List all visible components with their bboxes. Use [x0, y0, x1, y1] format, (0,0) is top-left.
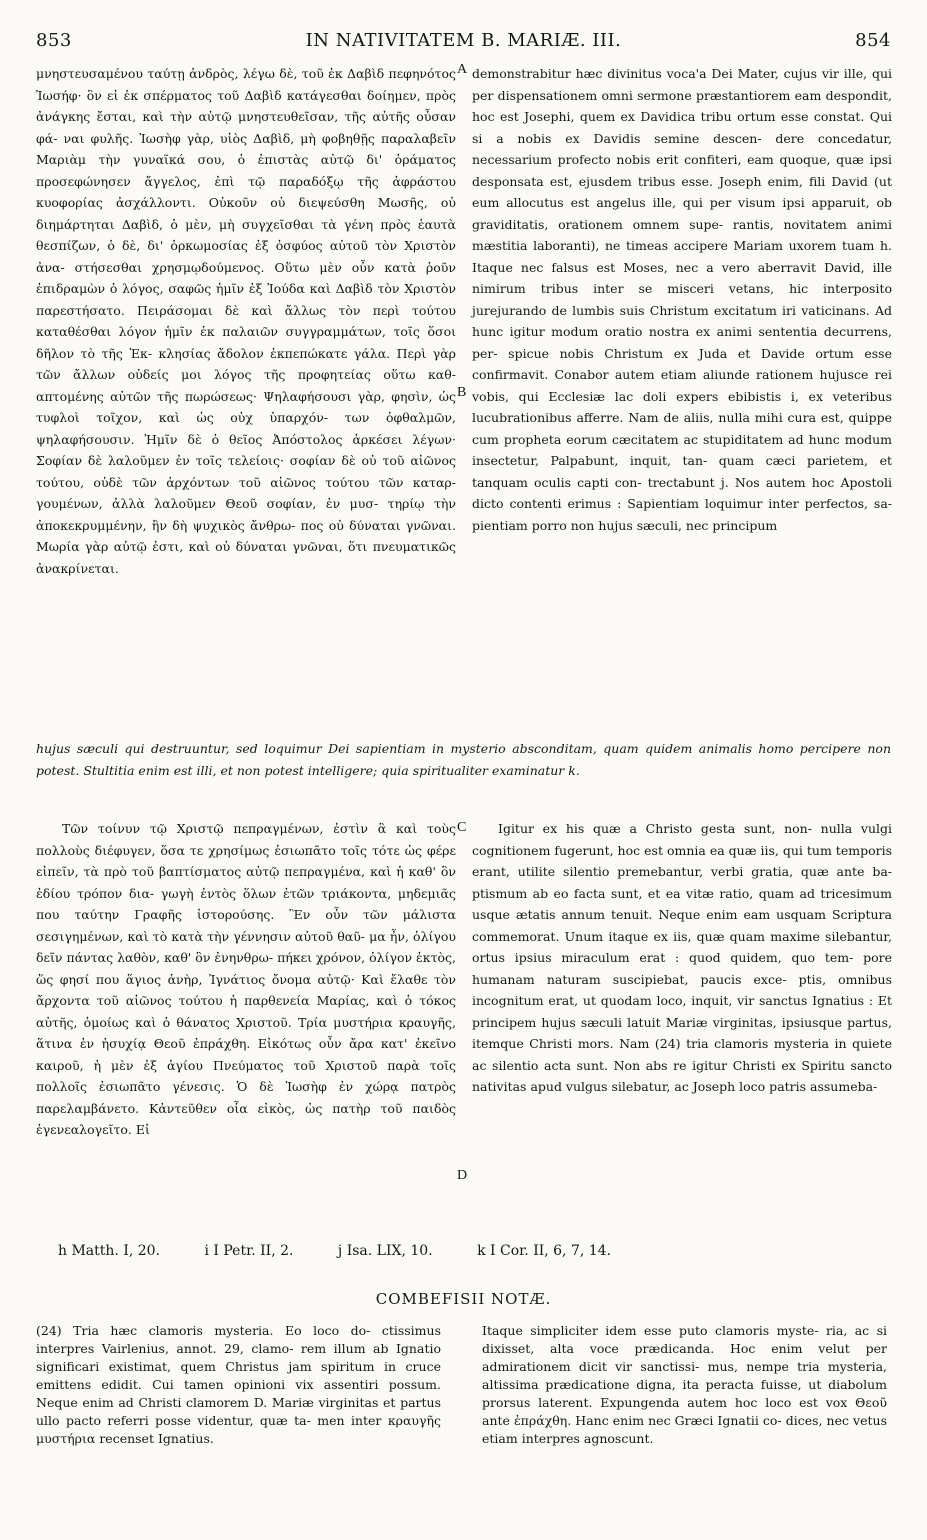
latin-paragraph-2: Igitur ex his quæ a Christo gesta sunt, non- nulla vulgi cognitionem fugerunt, hoc est omnia ea quæ iis, qui tum temporis erant, utilite silentio premebantur, verbi gratia, quæ ante ba- ptismum ab eo facta sunt, et ea vitæ ratio, quam ad tricesimum usque ætatis annum tenuit. Neque enim eam usquam Scriptura commemorat. Unum itaque ex iis, quæ quam maxime silebantur, ortus ipsius miraculum erat : quod quidem, quo tem- pore humanam naturam suscipiebat, paucis exce- ptis, omnibus incognitum erat, ut quodam loco, inquit, vir sanctus Ignatius : Et principem hujus sæculi latuit Mariæ virginitas, ipsiusque partus, itemque Christi mors. Nam (24) tria clamoris mysteria in quiete ac silentio acta sunt. Non abs re igitur Christi ex Spiritu sancto nativitas apud vulgus silebatur, ac Joseph loco patris assumeba-	[472, 821, 892, 1094]
section-marker-a: A	[457, 62, 468, 77]
latin-text-lower	[472, 818, 892, 1223]
latin-paragraph-1: demonstrabitur hæc divinitus voca'a Dei Mater, cujus vir ille, qui per dispensationem omni sermone præstantiorem eam despondit, hoc est Josephi, quem ex Davidica tribu ortum esse constat. Qui si a nobis ex Davidis semine descen- dere concedatur, necessarium profecto nobis erit confiteri, eam quoque, quæ ipsi desponsata est, ejusdem tribus esse. Joseph enim, fili David (ut eum allocutus est angelus ille, qui per visum ipsi apparuit, ob graviditatis, orationem omnem supe- rantis, novitatem animi mæstitia laboranti), ne timeas accipere Mariam uxorem tuam h. Itaque nec falsus est Moses, nec a vero aberravit David, ille nimirum tribus inter se misceri vetans, hic interposito jurejurando de lumbis suis Christum excitatum iri vaticinans. Ad hunc igitur modum oratio nostra ex animi sententia decurrens, per- spicue nobis Christum ex Juda et Davide ortum esse confirmavit. Conabor autem etiam aliunde rationem hujusce rei vobis, qui Ecclesiæ lac doli expers ebibistis i, ex veteribus lucubrationibus afferre. Nam de aliis, nulla mihi cura est, quippe cum propheta eorum cæcitatem ac stupiditatem ad hunc modum insectetur, Palpabunt, inquit, tan- quam cæci parietem, et tanquam oculis capti con- trectabunt j. Nos autem hoc Apostoli dicto contenti erimus : Sapientiam loquimur inter perfectos, sa- pientiam porro non hujus sæculi, nec principum	[472, 66, 892, 533]
note-paragraph-right: Itaque simpliciter idem esse puto clamoris myste- ria, ac si dixisset, alta voce prædicanda. Hoc enim velut per admirationem dicit vir sanctissi- mus, nempe tria mysteria, altissima prædicatione digna, ita peracta fuisse, ut diabolum prorsus laterent. Expungenda autem hoc loco est vox Θεοῦ ante ἐπράχθη. Hanc enim nec Græci Ignatii co- dices, nec vetus etiam interpres agnoscunt.	[482, 1323, 887, 1446]
section-marker-d: D	[457, 1168, 468, 1183]
page-number-right: 854	[855, 30, 891, 51]
page-header	[36, 30, 891, 56]
section-marker-b: B	[457, 385, 467, 400]
greek-paragraph-2: Τῶν τοίνυν τῷ Χριστῷ πεπραγμένων, ἐστὶν ἃ καὶ τοὺς πολλοὺς διέφυγεν, ὅσα τε χρησίμως ἐσιωπᾶτο τοῖς τότε ὡς φέρε εἰπεῖν, τὰ πρὸ τοῦ βαπτίσματος αὐτῷ πεπραγμένα, καὶ ἡ καθ' ὃν ἐδίου τρόπον δια- γωγὴ ἐντὸς ὅλων ἐτῶν τριάκοντα, μηδεμιᾶς που ταύτην Γραφῆς ἱστορούσης. Ἓν οὖν τῶν μάλιστα σεσιγημένων, καὶ τὸ κατὰ τὴν γέννησιν αὐτοῦ θαῦ- μα ἦν, ὀλίγου δεῖν πάντας λαθὸν, καθ' ὃν ἐνηνθρω- πήκει χρόνον, ὀλίγον ἐκτὸς, ὥς φησί που ἅγιος ἀνὴρ, Ἰγνάτιος ὄνομα αὐτῷ· Καὶ ἔλαθε τὸν ἄρχοντα τοῦ αἰῶνος τούτου ἡ παρθενεία Μαρίας, καὶ ὁ τόκος αὐτῆς, ὁμοίως καὶ ὁ θάνατος Χριστοῦ. Τρία μυστήρια κραυγῆς, ἅτινα ἐν ἡσυχίᾳ Θεοῦ ἐπράχθη. Εἰκότως οὖν ἄρα κατ' ἐκεῖνο καιροῦ, ἡ μὲν ἐξ ἁγίου Πνεύματος τοῦ Χριστοῦ παρὰ τοῖς πολλοῖς ἐσιωπᾶτο γένεσις. Ὁ δὲ Ἰωσὴφ ἐν χώρᾳ πατρὸς παρελαμβάνετο. Κἀντεῦθεν οἷα εἰκὸς, ὡς πατὴρ τοῦ παιδὸς ἐγενεαλογεῖτο. Εἰ	[36, 821, 456, 1137]
footnotes	[58, 1243, 878, 1259]
note-paragraph-left: (24) Tria hæc clamoris mysteria. Eo loco do- ctissimus interpres Vairlenius, annot. 29, clamo- rem illum ab Ignatio significari existimat, quem Christus jam spiritum in cruce emittens edidit. Cui tamen opinioni vix assentiri possum. Neque enim ad Christi clamorem D. Mariæ virginitas et partus ullo pacto referri posse videntur, quæ ta- men inter κραυγῆς μυστήρια recenset Ignatius.	[36, 1323, 441, 1446]
footnote-h: h Matth. I, 20.	[58, 1243, 161, 1259]
note-right-column	[482, 1322, 887, 1448]
greek-text-lower	[36, 818, 456, 1223]
footnote-j: j Isa. LIX, 10.	[337, 1243, 433, 1259]
footnote-k: k I Cor. II, 6, 7, 14.	[477, 1243, 612, 1259]
greek-text-upper	[36, 63, 456, 738]
footnote-i: i I Petr. II, 2.	[204, 1243, 294, 1259]
latin-span-paragraph: hujus sæculi qui destruuntur, sed loquimur Dei sapientiam in mysterio absconditam, quam quidem animalis homo percipere non potest. Stultitia enim est illi, et non potest intelligere; quia spiritualiter examinatur k.	[36, 741, 891, 778]
latin-text-upper	[472, 63, 892, 738]
running-title: IN NATIVITATEM B. MARIÆ. III.	[305, 30, 622, 51]
note-left-column	[36, 1322, 441, 1448]
notes-heading: COMBEFISII NOTÆ.	[375, 1290, 552, 1308]
section-marker-c: C	[457, 820, 467, 835]
page-number-left: 853	[36, 30, 72, 51]
latin-full-width-passage	[36, 738, 891, 806]
greek-paragraph-1: μνηστευσαμένου ταύτῃ ἀνδρὸς, λέγω δὲ, τοῦ ἐκ Δαβὶδ πεφηνότος Ἰωσήφ· ὃν εἰ ἐκ σπέρματος τοῦ Δαβὶδ κατάγεσθαι δοίημεν, πρὸς ἀνάγκης ἔσται, καὶ τὴν αὐτῷ μνηστευθεῖσαν, τῆς αὐτῆς οὖσαν φά- ναι φυλῆς. Ἰωσὴφ γὰρ, υἱὸς Δαβὶδ, μὴ φοβηθῇς παραλαβεῖν Μαριὰμ τὴν γυναῖκά σου, ὁ ἐπιστὰς αὐτῷ δι' ὁράματος προσεφώνησεν ἄγγελος, ἐπὶ τῷ παραδόξῳ τῆς ἀφράστου κυοφορίας ἀσχάλλοντι. Οὐκοῦν οὐ διεψεύσθη Μωσῆς, οὐ διημάρτηται Δαβὶδ, ὁ μὲν, μὴ συγχεῖσθαι τὰ γένη πρὸς ἑαυτὰ θεσπίζων, ὁ δὲ, δι' ὁρκωμοσίας ἐξ ὀσφύος αὐτοῦ τὸν Χριστὸν ἀνα- στήσεσθαι χρησμῳδούμενος. Οὕτω μὲν οὖν κατὰ ῥοῦν ἐπιδραμὼν ὁ λόγος, σαφῶς ἡμῖν ἐξ Ἰούδα καὶ Δαβὶδ τὸν Χριστὸν παρεστήσατο. Πειράσομαι δὲ καὶ ἄλλως τὸν περὶ τούτου καταθέσθαι λόγον ἡμῖν ἐκ παλαιῶν συγγραμμάτων, τοῖς ὅσοι δῆλον τὸ τῆς Ἐκ- κλησίας ἄδολον ἐκπεπώκατε γάλα. Περὶ γὰρ τῶν ἄλλων οὐδείς μοι λόγος τῆς προφητείας οὕτω καθ- απτομένης αὐτῶν τῆς πωρώσεως· Ψηλαφήσουσι γὰρ, φησὶν, ὡς τυφλοὶ τοῖχον, καὶ ὡς οὐχ ὑπαρχόν- των ὀφθαλμῶν, ψηλαφήσουσιν. Ἡμῖν δὲ ὁ θεῖος Ἀπόστολος ἀρκέσει λέγων· Σοφίαν δὲ λαλοῦμεν ἐν τοῖς τελείοις· σοφίαν δὲ οὐ τοῦ αἰῶνος τούτου, οὐδὲ τῶν ἀρχόντων τοῦ αἰῶνος τούτου τῶν καταρ- γουμένων, ἀλλὰ λαλοῦμεν Θεοῦ σοφίαν, ἐν μυσ- τηρίῳ τὴν ἀποκεκρυμμένην, ἣν δὴ ψυχικὸς ἄνθρω- πος οὐ δύναται γνῶναι. Μωρία γὰρ αὐτῷ ἐστι, καὶ οὐ δύναται γνῶναι, ὅτι πνευματικῶς ἀνακρίνεται.	[36, 66, 456, 576]
